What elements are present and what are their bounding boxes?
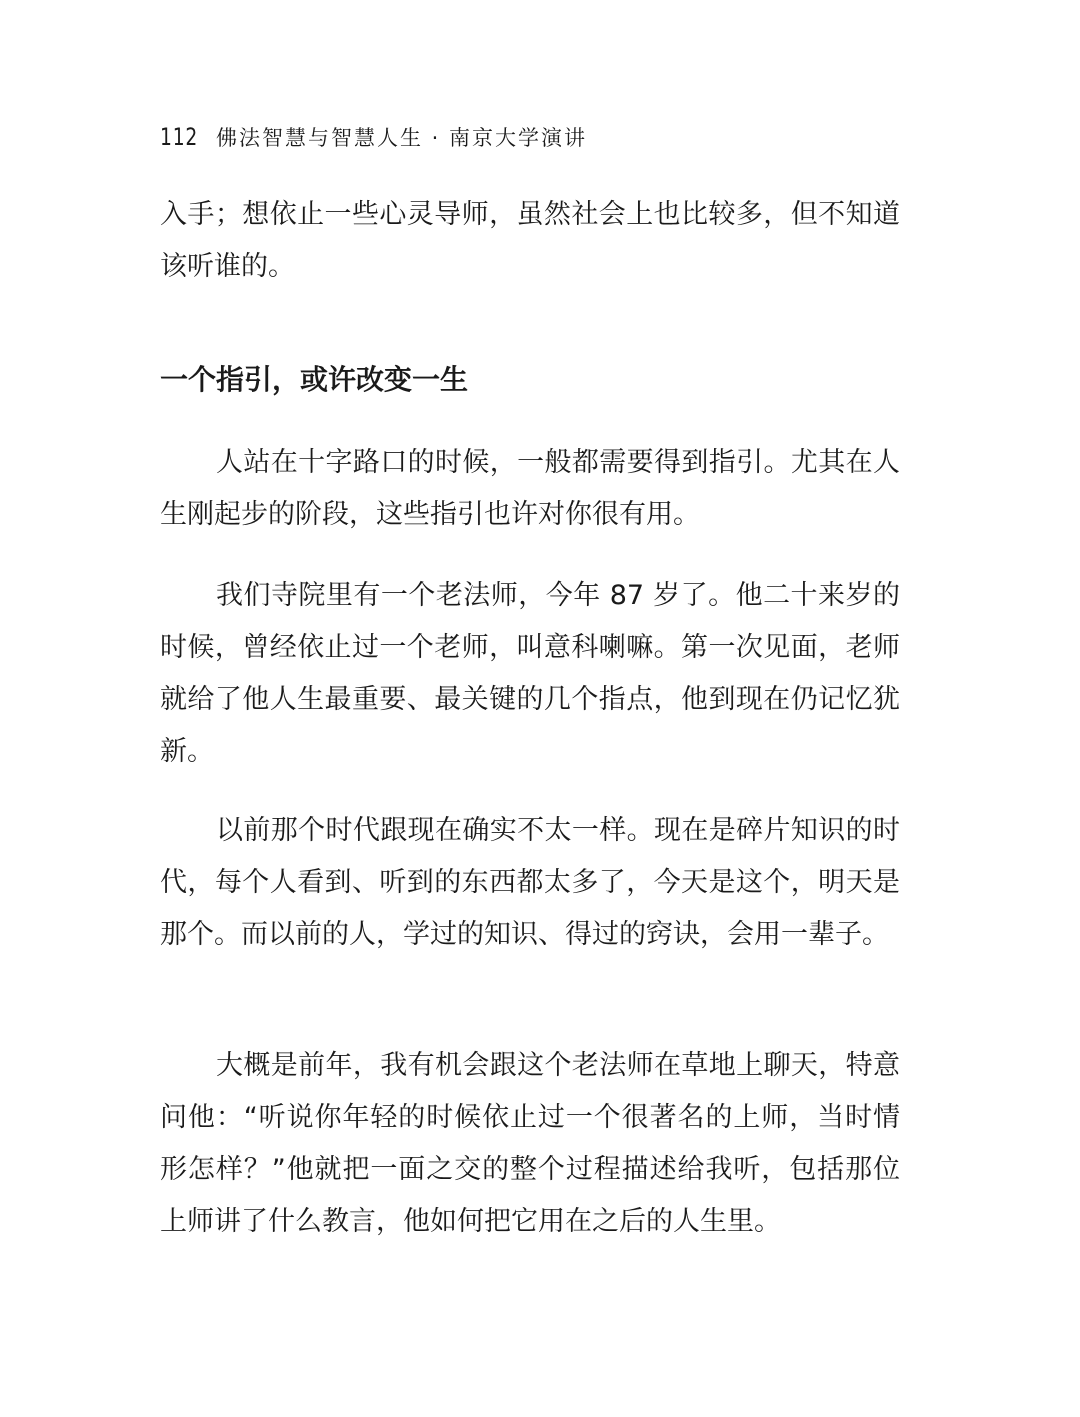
body-paragraph-4: 大概是前年，我有机会跟这个老法师在草地上聊天，特意问他：“听说你年轻的时候依止过一个很著名的上师，当时情形怎样？”他就把一面之交的整个过程描述给我听，包括那位上师讲了什么教言，他如何把它用在之后的人生里。	[160, 1050, 900, 1237]
continuation-paragraph: 入手；想依止一些心灵导师，虽然社会上也比较多，但不知道该听谁的。	[160, 199, 900, 282]
body-paragraph-3: 以前那个时代跟现在确实不太一样。现在是碎片知识的时代，每个人看到、听到的东西都太多了，今天是这个，明天是那个。而以前的人，学过的知识、得过的窍诀，会用一辈子。	[160, 815, 900, 950]
body-paragraph-2: 我们寺院里有一个老法师，今年 87 岁了。他二十来岁的时候，曾经依止过一个老师，叫意科喇嘛。第一次见面，老师就给了他人生最重要、最关键的几个指点，他到现在仍记忆犹新。	[160, 580, 900, 767]
page-number: 112	[160, 123, 199, 151]
book-title: 佛法智慧与智慧人生 · 南京大学演讲	[216, 126, 588, 150]
body-paragraph-1: 人站在十字路口的时候，一般都需要得到指引。尤其在人生刚起步的阶段，这些指引也许对你很有用。	[160, 447, 900, 530]
running-head	[160, 122, 587, 158]
section-heading: 一个指引，或许改变一生	[160, 363, 469, 396]
